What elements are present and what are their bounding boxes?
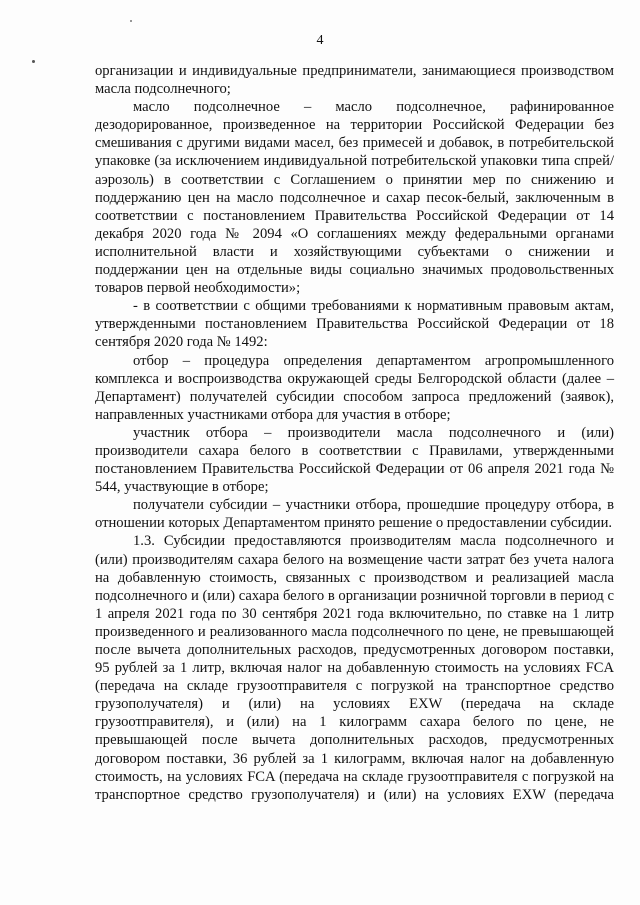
document-body (95, 62, 614, 804)
paragraph-definition-recipients: получатели субсидии – участники отбора, прошедшие процедуру отбора, в отношении которых Департаментом принято решение о предоставлении субсидии. (95, 497, 614, 532)
paragraph-general-requirements: - в соответствии с общими требованиями к нормативным правовым актам, утвержденными постановлением Правительства Российской Федерации от 18 сентября 2020 года № 1492: (95, 298, 614, 351)
page-number: 4 (316, 33, 324, 48)
scan-speck (130, 20, 132, 22)
paragraph-continuation: организации и индивидуальные предприниматели, занимающиеся производством масла подсолнечного; (95, 63, 614, 98)
paragraph-definition-selection: отбор – процедура определения департаментом агропромышленного комплекса и воспроизводства окружающей среды Белгородской области (далее – Департамент) получателей субсидии способом запроса предложений (заявок), направленных участниками отбора для участия в отборе; (95, 352, 614, 423)
paragraph-section-1-3: 1.3. Субсидии предоставляются производителям масла подсолнечного и (или) производителям сахара белого на возмещение части затрат без учета налога на добавленную стоимость, связанных с производством и реализацией масла подсолнечного и (или) сахара белого в организации розничной торговли в период с 1 апреля 2021 года по 30 сентября 2021 года включительно, по ставке на 1 литр произведенного и реализованного масла подсолнечного по цене, не превышающей после вычета дополнительных расходов, предусмотренных договором поставки, 95 рублей за 1 литр, включая налог на добавленную стоимость на условиях FCA (передача на складе грузоотправителя с погрузкой на транспортное средство грузополучателя) и (или) на условиях EXW (передача на складе грузоотправителя), и (или) на 1 килограмм сахара белого по цене, не превышающей после вычета дополнительных расходов, предусмотренных договором поставки, 36 рублей за 1 килограмм, включая налог на добавленную стоимость, на условиях FCA (передача на складе грузоотправителя с погрузкой на транспортное средство грузополучателя) и (или) на условиях EXW (передача (95, 533, 614, 803)
scan-speck (32, 60, 35, 63)
paragraph-definition-participant: участник отбора – производители масла подсолнечного и (или) производители сахара белого в соответствии с Правилами, утвержденными постановлением Правительства Российской Федерации от 06 апреля 2021 года № 544, участвующие в отборе; (95, 424, 614, 496)
paragraph-definition-oil: масло подсолнечное – масло подсолнечное, рафинированное дезодорированное, произведенное на территории Российской Федерации без смешивания с другими видами масел, без примесей и добавок, в потребительской упаковке (за исключением индивидуальной потребительской упаковки типа спрей/аэрозоль) в соответствии с Соглашением о принятии мер по снижению и поддержанию цен на масло подсолнечное и сахар песок-белый, заключенным в соответствии с постановлением Правительства Российской Федерации от 14 декабря 2020 года № 2094 «О соглашениях между федеральными органами исполнительной власти и хозяйствующими субъектами о снижении и поддержании цен на отдельные виды социально значимых продовольственных товаров первой необходимости»; (95, 99, 614, 297)
